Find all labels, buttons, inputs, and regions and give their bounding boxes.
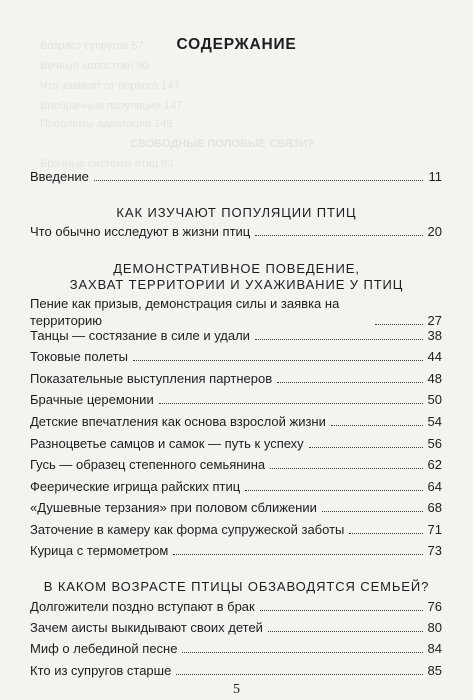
- toc-entry-page: 11: [428, 169, 442, 184]
- bleed-through-line: СВОБОДНЫЕ ПОЛОВЫЕ СВЯЗИ?: [130, 138, 315, 150]
- toc-entry[interactable]: [30, 223, 442, 240]
- toc-entry-page: 73: [427, 543, 442, 558]
- toc-entry-page: 80: [427, 620, 442, 635]
- toc-entry-page: 85: [427, 663, 442, 678]
- toc-entry[interactable]: [30, 456, 442, 473]
- dot-leader: [255, 235, 422, 236]
- dot-leader: [322, 511, 423, 512]
- section-heading-line-2: ЗАХВАТ ТЕРРИТОРИИ И УХАЖИВАНИЕ У ПТИЦ: [69, 277, 404, 292]
- toc-entry[interactable]: [30, 435, 442, 452]
- toc-entry-page: 38: [427, 328, 442, 343]
- bleed-through-line: Возраст супругов 57: [40, 40, 144, 52]
- toc-entry-label: Танцы — состязание в силе и удали: [30, 328, 250, 343]
- toc-entry-label: Брачные церемонии: [30, 392, 154, 407]
- toc-entry-page: 64: [427, 479, 442, 494]
- toc-entry[interactable]: [30, 619, 442, 636]
- toc-entry-label: Детские впечатления как основа взрослой жизни: [30, 414, 326, 429]
- toc-entry-label: Миф о лебединой песне: [30, 641, 178, 656]
- toc-entry-label: Разноцветье самцов и самок — путь к успеху: [30, 436, 304, 451]
- toc-entry-page: 27: [427, 313, 442, 328]
- toc-entry-page: 71: [427, 522, 442, 537]
- section-heading: В КАКОМ ВОЗРАСТЕ ПТИЦЫ ОБЗАВОДЯТСЯ СЕМЬЕЙ?: [43, 579, 430, 594]
- bleed-through-line: Проблемы адаптации 149: [40, 118, 173, 130]
- bleed-through-line: Брачные системы птиц 93: [40, 158, 174, 170]
- toc-entry-page: 56: [427, 436, 442, 451]
- toc-entry[interactable]: [30, 348, 442, 365]
- dot-leader: [159, 403, 423, 404]
- toc-entry-label: Зачем аисты выкидывают своих детей: [30, 620, 263, 635]
- dot-leader: [260, 610, 423, 611]
- toc-entry-label: Что обычно исследуют в жизни птиц: [30, 224, 251, 239]
- toc-entry-label: Заточение в камеру как форма супружеской заботы: [30, 522, 345, 537]
- toc-entry-page: 68: [427, 500, 442, 515]
- toc-entry-label: Курица с термометром: [30, 543, 169, 558]
- toc-entry-page: 54: [427, 414, 442, 429]
- toc-entry-label: Долгожители поздно вступают в брак: [30, 599, 255, 614]
- page-title: СОДЕРЖАНИЕ: [176, 36, 297, 53]
- dot-leader: [176, 674, 422, 675]
- toc-entry[interactable]: [30, 542, 442, 559]
- toc-entry-page: 50: [427, 392, 442, 407]
- toc-entry-label: Феерические игрища райских птиц: [30, 479, 241, 494]
- toc-entry-introduction[interactable]: [30, 168, 442, 185]
- toc-entry-label: Показательные выступления партнеров: [30, 371, 273, 386]
- toc-entry-page: 76: [427, 599, 442, 614]
- toc-entry-page: 48: [427, 371, 442, 386]
- section-heading: КАК ИЗУЧАЮТ ПОПУЛЯЦИИ ПТИЦ: [116, 205, 357, 220]
- dot-leader: [375, 324, 423, 325]
- bleed-through-line: Внебрачные популяции 147: [40, 100, 183, 112]
- toc-entry-label: Пение как призыв, демонстрация силы и заявка на территорию: [30, 296, 340, 328]
- toc-entry-page: 62: [427, 457, 442, 472]
- toc-entry-label: Введение: [30, 169, 89, 184]
- dot-leader: [309, 447, 423, 448]
- dot-leader: [255, 339, 423, 340]
- toc-entry[interactable]: [30, 662, 442, 679]
- dot-leader: [268, 631, 423, 632]
- toc-entry-label: Гусь — образец степенного семьянина: [30, 457, 266, 472]
- toc-entry[interactable]: [30, 295, 442, 329]
- page-number: 5: [233, 682, 240, 697]
- section-heading-line-1: ДЕМОНСТРАТИВНОЕ ПОВЕДЕНИЕ,: [113, 261, 360, 276]
- bleed-through-line: Что зависит от первого 147: [40, 80, 180, 92]
- toc-entry-label: «Душевные терзания» при половом сближении: [30, 500, 317, 515]
- dot-leader: [270, 468, 422, 469]
- toc-entry[interactable]: [30, 640, 442, 657]
- toc-entry-label: Кто из супругов старше: [30, 663, 172, 678]
- toc-entry[interactable]: [30, 327, 442, 344]
- toc-entry-label: Токовые полеты: [30, 349, 128, 364]
- dot-leader: [277, 382, 422, 383]
- dot-leader: [173, 554, 422, 555]
- toc-entry[interactable]: [30, 391, 442, 408]
- dot-leader: [133, 360, 423, 361]
- dot-leader: [94, 180, 423, 181]
- toc-entry[interactable]: [30, 370, 442, 387]
- toc-entry[interactable]: [30, 598, 442, 615]
- bleed-through-line: Вечные холостяки 90: [40, 60, 149, 72]
- toc-entry[interactable]: [30, 478, 442, 495]
- dot-leader: [245, 490, 422, 491]
- toc-entry-page: 20: [427, 224, 442, 239]
- toc-entry[interactable]: [30, 521, 442, 538]
- toc-entry-page: 44: [427, 349, 442, 364]
- toc-entry[interactable]: [30, 499, 442, 516]
- dot-leader: [182, 652, 422, 653]
- toc-entry[interactable]: [30, 413, 442, 430]
- dot-leader: [331, 425, 423, 426]
- toc-entry-page: 84: [427, 641, 442, 656]
- dot-leader: [349, 533, 422, 534]
